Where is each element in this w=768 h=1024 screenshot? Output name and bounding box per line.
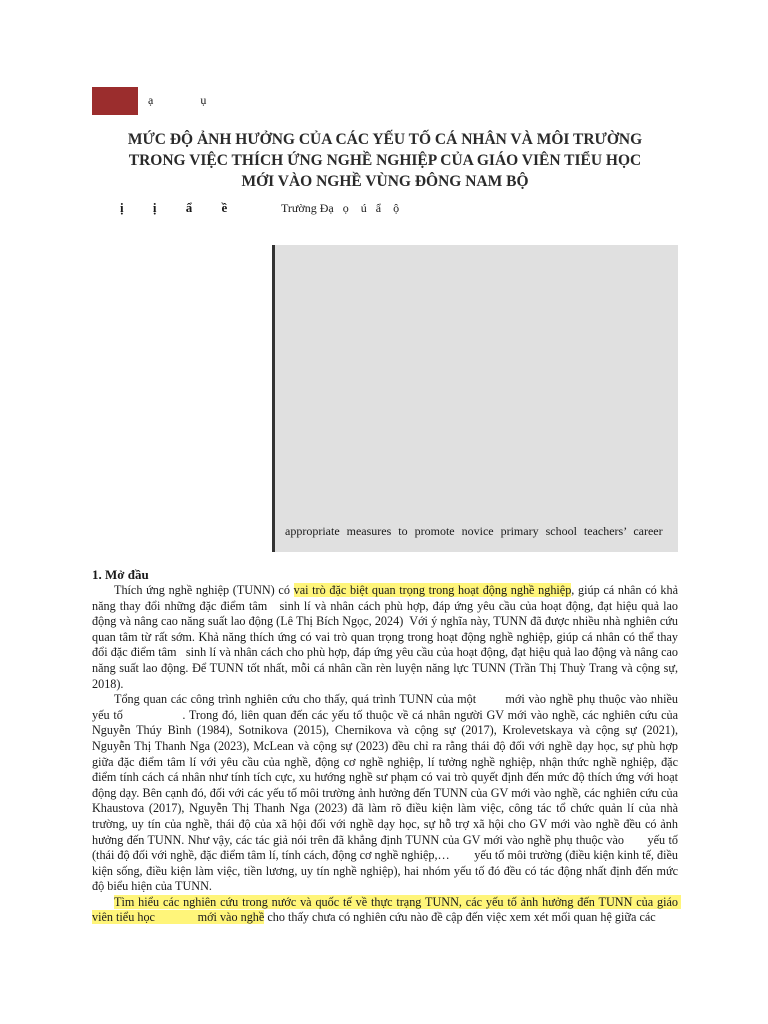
highlighted-text: Tìm hiểu các nghiên cứu trong nước và quốc tế về thực trạng TUNN, các yếu tố ảnh hưởng đến TUNN của giáo viên tiểu học mới vào nghề (92, 894, 682, 925)
author-char: ị (152, 200, 158, 215)
author-affiliation: Trường Đạ ọ ú ẩ ộ (281, 201, 400, 215)
paragraph-3 (92, 894, 682, 926)
body-text (92, 583, 715, 926)
paper-title (92, 129, 678, 192)
header-text (148, 93, 249, 108)
header-char: ụ (200, 93, 208, 107)
title-line: MỚI VÀO NGHỀ VÙNG ĐÔNG NAM BỘ (241, 173, 529, 190)
abstract-box (272, 245, 678, 552)
paragraph-1-start: Thích ứng nghề nghiệp (TUNN) có (114, 583, 294, 597)
author-char: ị (120, 200, 125, 215)
paragraph-3-rest: cho thấy chưa có nghiên cứu nào đề cập đến việc xem xét mối quan hệ giữa các (264, 910, 656, 925)
author-names (120, 200, 252, 216)
author-char: ẩ (185, 200, 194, 215)
header-char: ạ (148, 93, 155, 107)
abstract-text: appropriate measures to promote novice primary school teachers’ career (285, 524, 663, 538)
title-line: MỨC ĐỘ ẢNH HƯỞNG CỦA CÁC YẾU TỐ CÁ NHÂN VÀ MÔI TRƯỜNG (127, 131, 643, 148)
author-char: ề (221, 200, 229, 215)
running-header (92, 87, 678, 115)
header-color-block (92, 87, 138, 115)
title-line: TRONG VIỆC THÍCH ỨNG NGHỀ NGHIỆP CỦA GIÁO VIÊN TIỂU HỌC (128, 152, 642, 169)
paragraph-1-rest: , giúp cá nhân có khả năng thay đổi những đặc điểm tâm sinh lí và nhân cách phù hợp, đáp ứng yêu cầu của hoạt động, đạt hiệu quả lao động và nâng cao năng suất lao động (Lê Thị Bích Ngọc, 2024) Với ý nghĩa này, TUNN đã được nhiều nhà nghiên cứu quan tâm từ rất sớm. Khả năng thích ứng có vai trò quan trọng trong hoạt động nghề nghiệp, giúp cá nhân có thể thay đổi đặc điểm tâm sinh lí và nhân cách cho phù hợp, đáp ứng yêu cầu của hoạt động, đạt hiệu quả lao động và nâng cao năng suất lao động. Để TUNN tốt nhất, mỗi cá nhân cần rèn luyện năng lực TUNN (Trần Thị Thuỳ Trang và cộng sự, 2018). (92, 583, 682, 691)
paragraph-1 (92, 583, 682, 692)
paragraph-2: Tổng quan các công trình nghiên cứu cho thấy, quá trình TUNN của một mới vào nghề phụ thuộc vào nhiều yếu tố . Trong đó, liên quan đến các yếu tố thuộc về cá nhân người GV mới vào nghề, các nghiên cứu của Nguyễn Thúy Bình (1984), Sotnikova (2015), Chernikova và cộng sự (2017), Krolevetskaya và cộng sự (2021), Nguyễn Thị Thanh Nga (2023), McLean và cộng sự (2023) đều chỉ ra rằng thái độ đối với nghề dạy học, sự phù hợp giữa đặc điểm tâm lí với yêu cầu của nghề, động cơ nghề nghiệp, lí tưởng nghề nghiệp, nhận thức nghề nghiệp, đặc điểm tính cách cá nhân như tính tích cực, xu hướng nghề sư phạm có vai trò quyết định đến mức độ thích ứng với hoạt động dạy. Bên cạnh đó, đối với các yếu tố môi trường ảnh hưởng đến TUNN của GV mới vào nghề, các nghiên cứu của Khaustova (2017), Nguyễn Thị Thanh Nga (2023) đã làm rõ điều kiện làm việc, công tác tổ chức quản lí của nhà trường, uy tín của nghề, thái độ của xã hội đối với nghề dạy học, sự hỗ trợ xã hội cho GV mới vào nghề đều có ảnh hưởng đến TUNN. Như vậy, các tác giả nói trên đã khẳng định TUNN của GV mới vào nghề phụ thuộc vào yếu tố (thái độ đối với nghề, đặc điểm tâm lí, tính cách, động cơ nghề nghiệp,… yếu tố môi trường (điều kiện kinh tế, điều kiện sống, điều kiện làm việc, tiền lương, uy tín nghề nghiệp), hai nhóm yếu tố đó đều có tác động nhất định đến mức độ biểu hiện của TUNN. (92, 692, 715, 894)
section-heading: 1. Mở đầu (92, 567, 149, 582)
highlighted-text: vai trò đặc biệt quan trọng trong hoạt động nghề nghiệp (293, 583, 572, 597)
